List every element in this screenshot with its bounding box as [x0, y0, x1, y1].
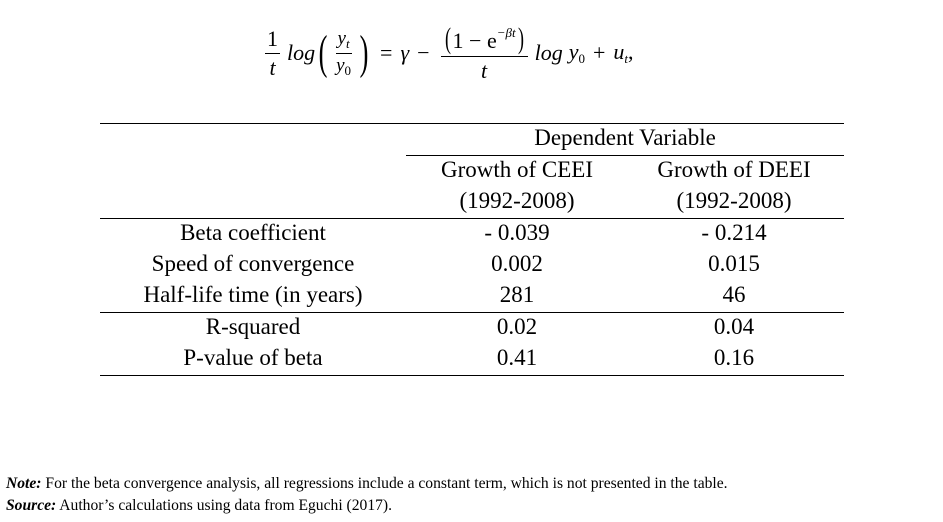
- row-label-rsquared: R-squared: [205, 314, 301, 339]
- note-label: Note:: [6, 475, 42, 492]
- cell-beta-ceei: - 0.039: [484, 220, 550, 245]
- table-notes: [6, 473, 941, 517]
- yt-over-y0-fraction: [334, 29, 353, 77]
- equals-sign: =: [380, 40, 393, 65]
- fraction-denominator: t: [481, 57, 488, 83]
- convergence-equation: [262, 10, 742, 96]
- cell-rsquared-deei: 0.04: [713, 314, 755, 339]
- fraction-numerator: 1: [265, 27, 280, 53]
- row-label-pvalue: P-value of beta: [183, 345, 323, 370]
- source-label: Source:: [6, 497, 57, 514]
- gamma-symbol: γ: [400, 40, 410, 65]
- error-term: $u_t$,: [613, 39, 634, 66]
- y0-term: $y_0$: [568, 39, 585, 66]
- log-operator: log: [534, 40, 563, 65]
- plus-sign: +: [592, 40, 606, 65]
- cell-pvalue-deei: 0.16: [713, 345, 755, 370]
- minus-sign: −: [417, 40, 430, 65]
- one-over-t-fraction: [265, 27, 280, 78]
- source-line: [6, 495, 941, 517]
- fraction-denominator: $y_0$: [336, 54, 352, 78]
- cell-halflife-deei: 46: [722, 282, 746, 307]
- cell-rsquared-ceei: 0.02: [496, 314, 538, 339]
- spanner-header: Dependent Variable: [534, 125, 716, 150]
- cell-speed-ceei: 0.002: [491, 251, 543, 276]
- row-label-halflife: Half-life time (in years): [143, 282, 363, 307]
- col-b-header-line2: (1992-2008): [676, 188, 792, 213]
- bottom-rule: [100, 375, 844, 376]
- note-text: For the beta convergence analysis, all regressions include a constant term, which is not presented in the table.: [41, 475, 728, 492]
- cell-pvalue-ceei: 0.41: [496, 345, 538, 370]
- right-paren: ): [359, 26, 369, 79]
- row-label-beta: Beta coefficient: [180, 220, 326, 245]
- cell-halflife-ceei: 281: [499, 282, 535, 307]
- col-a-header-line2: (1992-2008): [459, 188, 575, 213]
- row-label-speed: Speed of convergence: [151, 251, 355, 276]
- fraction-numerator: $(1 - e^{-\beta t})$: [441, 24, 528, 57]
- col-b-header-line1: Growth of DEEI: [657, 157, 811, 182]
- left-paren: (: [318, 26, 328, 79]
- fraction-numerator: $y_t$: [336, 29, 352, 54]
- cell-speed-deei: 0.015: [708, 251, 760, 276]
- decay-fraction: [441, 21, 528, 83]
- fraction-denominator: t: [269, 54, 276, 80]
- note-line: [6, 473, 941, 495]
- source-text: Author’s calculations using data from Eguchi (2017).: [56, 497, 393, 514]
- cell-beta-deei: - 0.214: [701, 220, 767, 245]
- col-a-header-line1: Growth of CEEI: [440, 157, 594, 182]
- log-operator: log: [287, 40, 316, 65]
